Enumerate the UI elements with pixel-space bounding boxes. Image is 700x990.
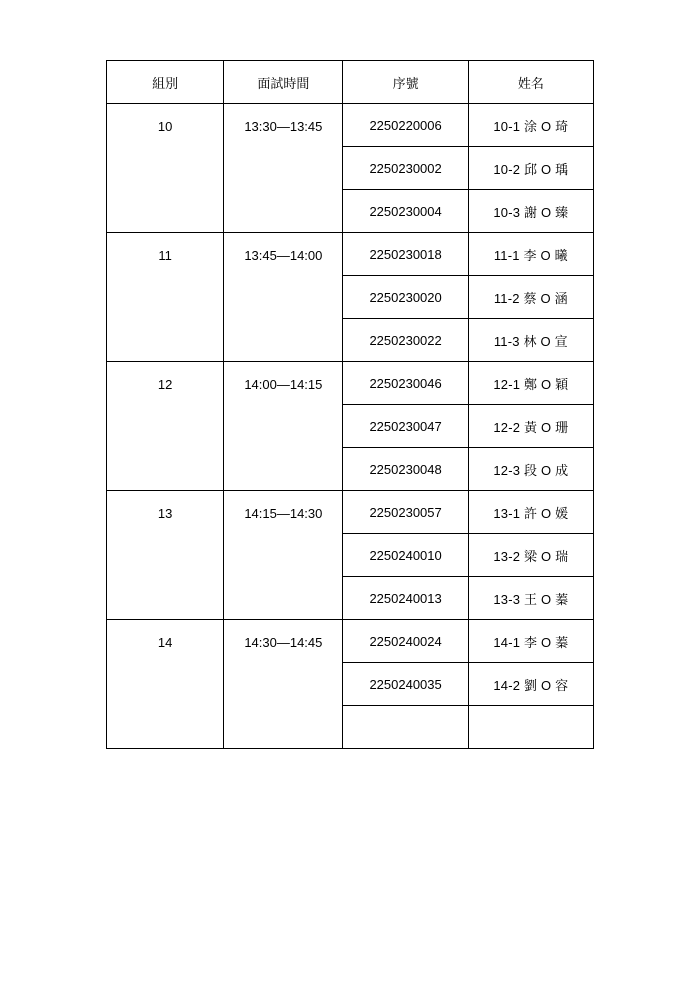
serial-number: 2250230020 xyxy=(343,276,468,319)
serial-number: 2250230018 xyxy=(343,233,468,276)
serial-number: 2250240013 xyxy=(343,577,468,620)
serial-number: 2250240024 xyxy=(343,620,468,663)
interview-schedule-table xyxy=(106,60,594,749)
serial-number: 2250230004 xyxy=(343,190,468,233)
candidate-name: 13-3 王 O 蓁 xyxy=(468,577,593,620)
header-group: 組別 xyxy=(107,61,224,104)
table-row xyxy=(107,233,594,276)
group-number: 11 xyxy=(107,233,224,362)
group-number: 14 xyxy=(107,620,224,749)
candidate-name: 12-1 鄭 O 穎 xyxy=(468,362,593,405)
serial-number: 2250220006 xyxy=(343,104,468,147)
table-row xyxy=(107,491,594,534)
table-row xyxy=(107,362,594,405)
interview-time: 14:00—14:15 xyxy=(224,362,343,491)
interview-time: 13:45—14:00 xyxy=(224,233,343,362)
group-number: 12 xyxy=(107,362,224,491)
header-time: 面試時間 xyxy=(224,61,343,104)
candidate-name: 13-2 梁 O 瑞 xyxy=(468,534,593,577)
serial-number: 2250230057 xyxy=(343,491,468,534)
table-row xyxy=(107,104,594,147)
group-number: 13 xyxy=(107,491,224,620)
candidate-name: 10-2 邱 O 瑀 xyxy=(468,147,593,190)
serial-number: 2250230002 xyxy=(343,147,468,190)
table-row xyxy=(107,620,594,663)
interview-time: 14:15—14:30 xyxy=(224,491,343,620)
group-number: 10 xyxy=(107,104,224,233)
serial-number: 2250230047 xyxy=(343,405,468,448)
header-row xyxy=(107,61,594,104)
serial-number: 2250230022 xyxy=(343,319,468,362)
candidate-name: 14-1 李 O 蓁 xyxy=(468,620,593,663)
serial-number: 2250240010 xyxy=(343,534,468,577)
header-name: 姓名 xyxy=(468,61,593,104)
interview-time: 14:30—14:45 xyxy=(224,620,343,749)
candidate-name: 13-1 許 O 媛 xyxy=(468,491,593,534)
candidate-name: 10-3 謝 O 臻 xyxy=(468,190,593,233)
candidate-name: 11-1 李 O 曦 xyxy=(468,233,593,276)
candidate-name: 11-3 林 O 宣 xyxy=(468,319,593,362)
serial-number: 2250230048 xyxy=(343,448,468,491)
serial-number: 2250240035 xyxy=(343,663,468,706)
interview-time: 13:30—13:45 xyxy=(224,104,343,233)
candidate-name xyxy=(468,706,593,749)
candidate-name: 14-2 劉 O 容 xyxy=(468,663,593,706)
candidate-name: 12-2 黃 O 珊 xyxy=(468,405,593,448)
serial-number xyxy=(343,706,468,749)
candidate-name: 11-2 蔡 O 涵 xyxy=(468,276,593,319)
header-serial: 序號 xyxy=(343,61,468,104)
serial-number: 2250230046 xyxy=(343,362,468,405)
candidate-name: 10-1 涂 O 琦 xyxy=(468,104,593,147)
candidate-name: 12-3 段 O 成 xyxy=(468,448,593,491)
